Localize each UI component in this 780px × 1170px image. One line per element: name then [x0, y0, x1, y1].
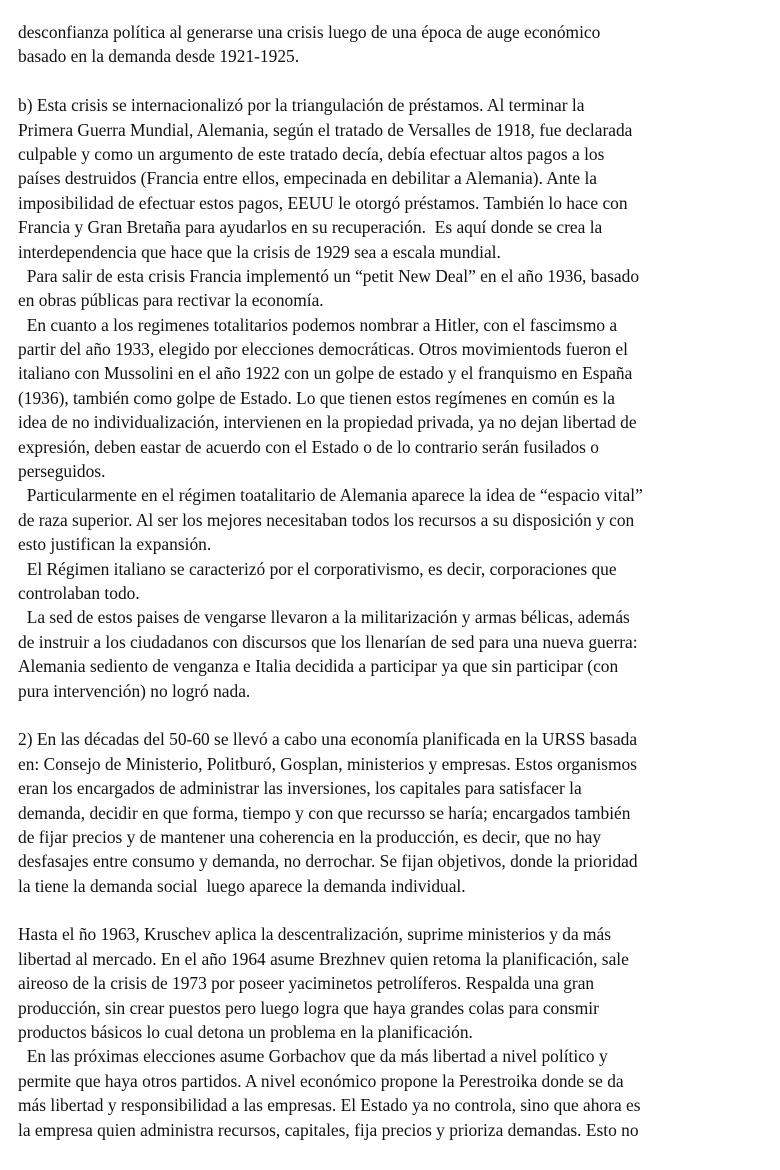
- text-line: Hasta el ño 1963, Kruschev aplica la descentralización, suprime ministerios y da más: [18, 924, 612, 945]
- text-line: italiano con Mussolini en el año 1922 con un golpe de estado y el franquismo en España: [18, 363, 633, 384]
- text-line: controlaban todo.: [18, 582, 140, 603]
- text-line: producción, sin crear puestos pero luego logra que haya grandes colas para consmir: [18, 997, 599, 1018]
- paragraph-gap: [18, 898, 774, 922]
- text-line: aireoso de la crisis de 1973 por poseer yaciminetos petrolíferos. Respalda una gran: [18, 973, 595, 994]
- paragraph: [18, 922, 774, 1142]
- text-line: Particularmente en el régimen toatalitario de Alemania aparece la idea de “espacio vital”: [18, 485, 643, 506]
- text-line: Para salir de esta crisis Francia implementó un “petit New Deal” en el año 1936, basado: [18, 265, 640, 286]
- text-line: Alemania sediento de venganza e Italia decidida a participar ya que sin participar (con: [18, 656, 619, 677]
- text-line: idea de no individualización, intervienen en la propiedad privada, ya no dejan libertad de: [18, 412, 637, 433]
- text-line: más libertad y responsibilidad a las empresas. El Estado ya no controla, sino que ahora es: [18, 1095, 641, 1116]
- text-line: de instruir a los ciudadanos con discursos que los llenarían de sed para una nueva guerra:: [18, 631, 638, 652]
- text-line: de fijar precios y de mantener una coherencia en la producción, es decir, que no hay: [18, 826, 602, 847]
- text-line: En cuanto a los regimenes totalitarios podemos nombrar a Hitler, con el fascimsmo a: [18, 314, 618, 335]
- text-line: la tiene la demanda social luego aparece la demanda individual.: [18, 875, 466, 896]
- text-line: (1936), también como golpe de Estado. Lo que tienen estos regímenes en común es la: [18, 387, 615, 408]
- text-line: partir del año 1933, elegido por elecciones democráticas. Otros movimientods fueron el: [18, 339, 628, 360]
- text-line: desfasajes entre consumo y demanda, no derrochar. Se fijan objetivos, donde la prioridad: [18, 851, 638, 872]
- text-line: en obras públicas para rectivar la economía.: [18, 290, 324, 311]
- text-line: 2) En las décadas del 50-60 se llevó a cabo una economía planificada en la URSS basada: [18, 729, 638, 750]
- text-line: en: Consejo de Ministerio, Politburó, Gosplan, ministerios y empresas. Estos organismos: [18, 753, 637, 774]
- text-line: En las próximas elecciones asume Gorbachov que da más libertad a nivel político y: [18, 1046, 608, 1067]
- paragraph: [18, 727, 774, 898]
- text-line: de raza superior. Al ser los mejores necesitaban todos los recursos a su disposición y con: [18, 509, 635, 530]
- text-line: El Régimen italiano se caracterizó por el corporativismo, es decir, corporaciones que: [18, 558, 617, 579]
- document-page: [18, 20, 774, 1142]
- text-line: Francia y Gran Bretaña para ayudarlos en su recuperación. Es aquí donde se crea la: [18, 217, 603, 238]
- paragraph: [18, 93, 774, 703]
- text-line: libertad al mercado. En el año 1964 asume Brezhnev quien retoma la planificación, sale: [18, 948, 629, 969]
- text-line: la empresa quien administra recursos, capitales, fija precios y prioriza demandas. Esto no: [18, 1119, 639, 1140]
- text-line: desconfianza política al generarse una crisis luego de una época de auge económico: [18, 22, 601, 42]
- text-line: interdependencia que hace que la crisis de 1929 sea a escala mundial.: [18, 241, 501, 262]
- text-line: Primera Guerra Mundial, Alemania, según el tratado de Versalles de 1918, fue declarada: [18, 119, 633, 140]
- text-line: países destruidos (Francia entre ellos, empecinada en debilitar a Alemania). Ante la: [18, 168, 597, 189]
- paragraph-gap: [18, 703, 774, 727]
- text-line: eran los encargados de administrar las inversiones, los capitales para satisfacer la: [18, 778, 582, 799]
- text-line: expresión, deben eastar de acuerdo con el Estado o de lo contrario serán fusilados o: [18, 436, 599, 457]
- text-line: esto justifican la expansión.: [18, 534, 212, 555]
- text-line: basado en la demanda desde 1921-1925.: [18, 46, 300, 67]
- text-line: La sed de estos paises de vengarse llevaron a la militarización y armas bélicas, además: [18, 607, 630, 628]
- text-line: productos básicos lo cual detona un problema en la planificación.: [18, 1022, 473, 1043]
- text-line: permite que haya otros partidos. A nivel económico propone la Perestroika donde se da: [18, 1070, 624, 1091]
- paragraph-gap: [18, 69, 774, 93]
- text-line: b) Esta crisis se internacionalizó por la triangulación de préstamos. Al terminar la: [18, 95, 585, 116]
- text-line: pura intervención) no logró nada.: [18, 680, 251, 701]
- text-line: demanda, decidir en que forma, tiempo y con que recursso se haría; encargados también: [18, 802, 631, 823]
- text-line: imposibilidad de efectuar estos pagos, EEUU le otorgó préstamos. También lo hace con: [18, 192, 628, 213]
- text-line: culpable y como un argumento de este tratado decía, debía efectuar altos pagos a los: [18, 143, 605, 164]
- text-line: perseguidos.: [18, 461, 106, 482]
- paragraph: [18, 20, 774, 69]
